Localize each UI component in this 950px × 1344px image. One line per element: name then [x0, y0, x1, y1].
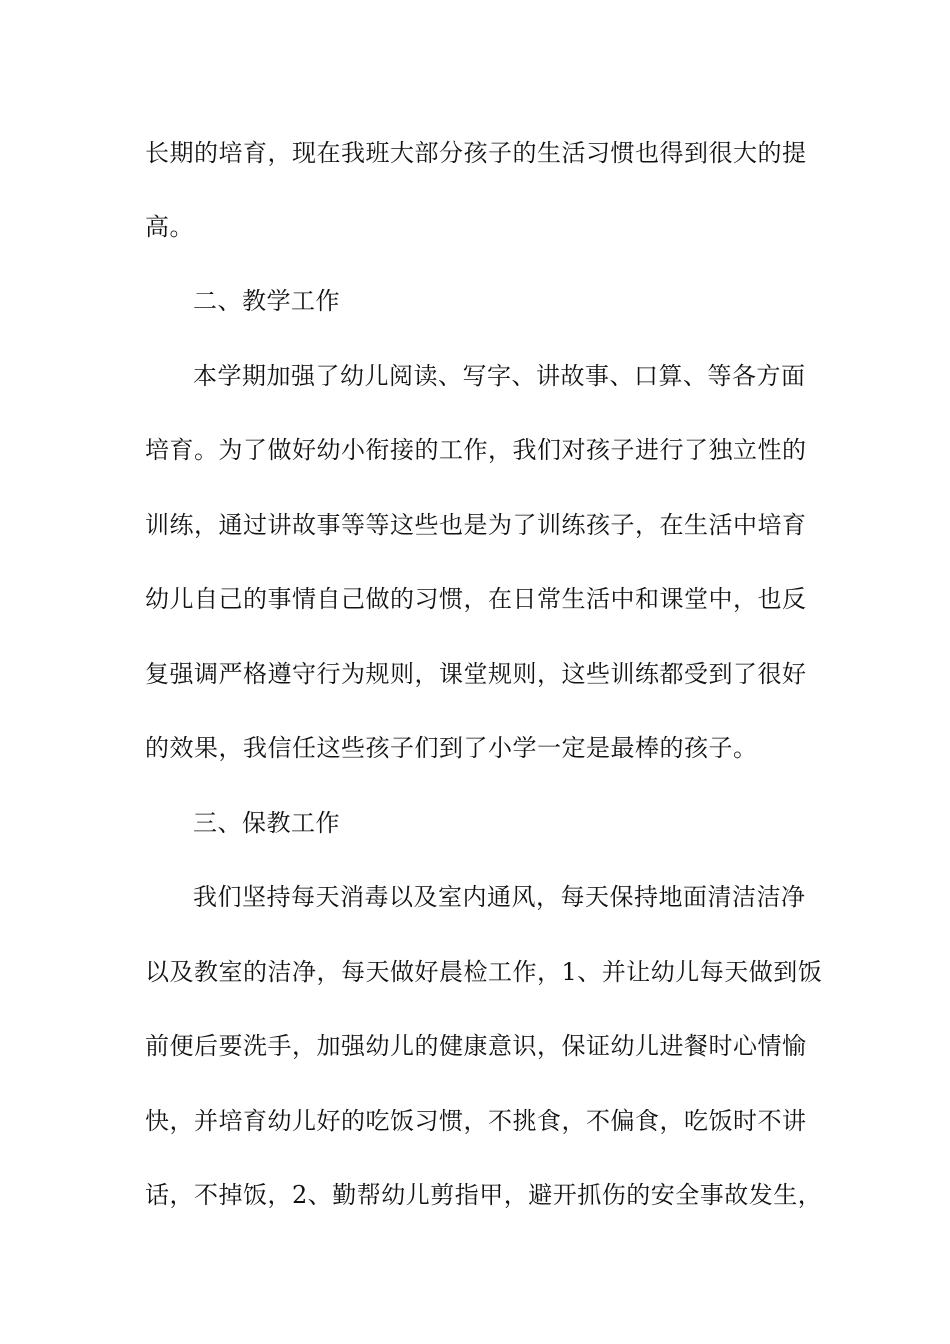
body-text-line: 培育。为了做好幼小衔接的工作，我们对孩子进行了独立性的 — [145, 436, 807, 464]
body-text-line: 长期的培育，现在我班大部分孩子的生活习惯也得到很大的提 — [145, 139, 807, 167]
section-heading-care: 三、保教工作 — [193, 809, 340, 837]
body-text-line: 复强调严格遵守行为规则，课堂规则，这些训练都受到了很好 — [145, 660, 807, 688]
body-text-line: 话，不掉饭，2、勤帮幼儿剪指甲，避开抓伤的安全事故发生， — [145, 1181, 823, 1209]
body-text-line: 幼儿自己的事情自己做的习惯，在日常生活中和课堂中，也反 — [145, 585, 807, 613]
body-text-line: 高。 — [145, 213, 194, 241]
body-text-line: 的效果，我信任这些孩子们到了小学一定是最棒的孩子。 — [145, 734, 758, 762]
section-heading-teaching: 二、教学工作 — [193, 287, 340, 315]
body-text-line: 快，并培育幼儿好的吃饭习惯，不挑食，不偏食，吃饭时不讲 — [145, 1107, 807, 1135]
paragraph-first-line: 本学期加强了幼儿阅读、写字、讲故事、口算、等各方面 — [193, 362, 806, 390]
body-text-line: 前便后要洗手，加强幼儿的健康意识，保证幼儿进餐时心情愉 — [145, 1032, 807, 1060]
paragraph-first-line: 我们坚持每天消毒以及室内通风，每天保持地面清洁洁净 — [193, 883, 806, 911]
body-text-line: 以及教室的洁净，每天做好晨检工作，1、并让幼儿每天做到饭 — [145, 958, 823, 986]
body-text-line: 训练，通过讲故事等等这些也是为了训练孩子，在生活中培育 — [145, 511, 807, 539]
